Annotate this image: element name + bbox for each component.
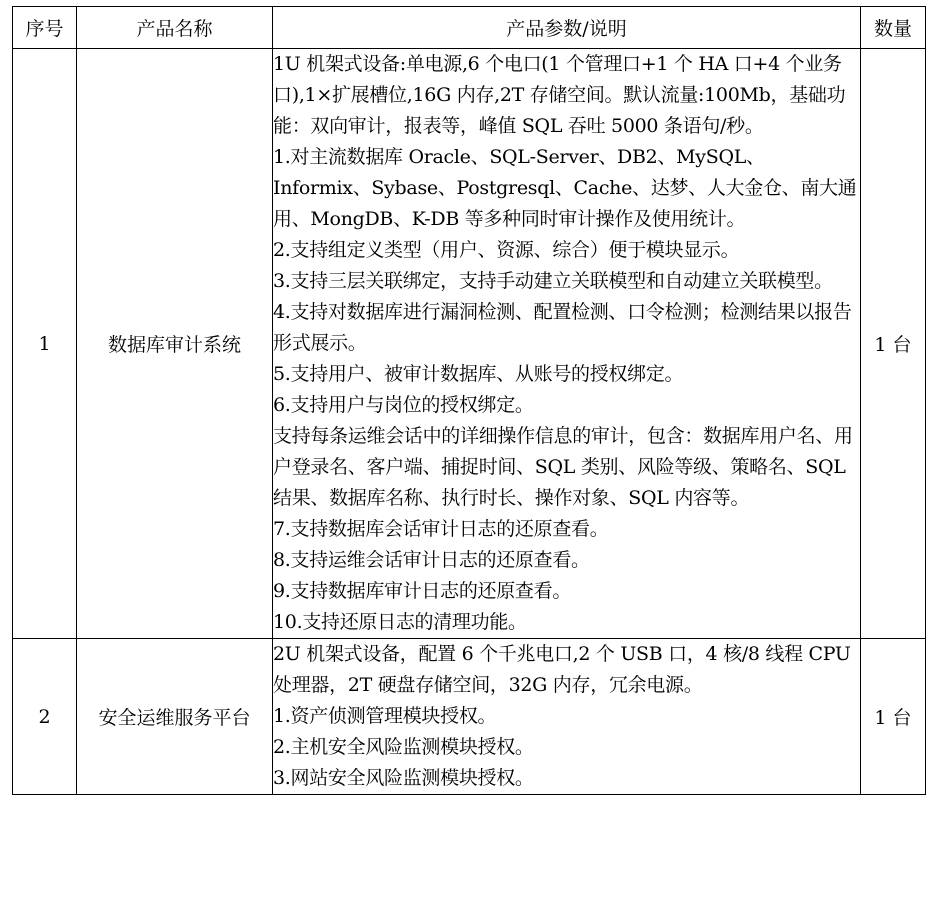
row-quantity: 1 台 xyxy=(861,639,926,795)
header-quantity: 数量 xyxy=(861,7,926,49)
param-line: 5.支持用户、被审计数据库、从账号的授权绑定。 xyxy=(273,363,684,385)
product-spec-table xyxy=(12,6,926,795)
header-params: 产品参数/说明 xyxy=(273,7,861,49)
row-params xyxy=(273,639,861,795)
row-product-name: 数据库审计系统 xyxy=(77,49,273,639)
param-line: 2U 机架式设备，配置 6 个千兆电口,2 个 USB 口，4 核/8 线程 CPU 处理器，2T 硬盘存储空间，32G 内存，冗余电源。 xyxy=(273,643,851,696)
row-quantity: 1 台 xyxy=(861,49,926,639)
row-product-name: 安全运维服务平台 xyxy=(77,639,273,795)
header-index: 序号 xyxy=(13,7,77,49)
param-line: 1.资产侦测管理模块授权。 xyxy=(273,705,497,727)
param-line: 4.支持对数据库进行漏洞检测、配置检测、口令检测；检测结果以报告形式展示。 xyxy=(273,301,852,354)
param-line: 2.支持组定义类型（用户、资源、综合）便于模块显示。 xyxy=(273,239,740,261)
param-line: 3.网站安全风险监测模块授权。 xyxy=(273,767,534,789)
table-row xyxy=(13,49,926,639)
param-line: 6.支持用户与岗位的授权绑定。 xyxy=(273,394,534,416)
header-row xyxy=(13,7,926,49)
row-params xyxy=(273,49,861,639)
row-index: 2 xyxy=(13,639,77,795)
param-line: 1.对主流数据库 Oracle、SQL-Server、DB2、MySQL、Informix、Sybase、Postgresql、Cache、达梦、人大金仓、南大通用、MongDB、K-DB 等多种同时审计操作及使用统计。 xyxy=(273,146,857,230)
header-product-name: 产品名称 xyxy=(77,7,273,49)
param-line: 2.主机安全风险监测模块授权。 xyxy=(273,736,534,758)
table-row xyxy=(13,639,926,795)
param-line: 10.支持还原日志的清理功能。 xyxy=(273,611,527,633)
param-line: 支持每条运维会话中的详细操作信息的审计，包含：数据库用户名、用户登录名、客户端、捕捉时间、SQL 类别、风险等级、策略名、SQL 结果、数据库名称、执行时长、操作对象、SQL 内容等。 xyxy=(273,425,853,509)
param-line: 3.支持三层关联绑定，支持手动建立关联模型和自动建立关联模型。 xyxy=(273,270,833,292)
row-index: 1 xyxy=(13,49,77,639)
param-line: 7.支持数据库会话审计日志的还原查看。 xyxy=(273,518,609,540)
param-line: 8.支持运维会话审计日志的还原查看。 xyxy=(273,549,590,571)
param-line: 1U 机架式设备:单电源,6 个电口(1 个管理口+1 个 HA 口+4 个业务口),1×扩展槽位,16G 内存,2T 存储空间。默认流量:100Mb，基础功能：双向审计，报表等，峰值 SQL 吞吐 5000 条语句/秒。 xyxy=(273,53,846,137)
param-line: 9.支持数据库审计日志的还原查看。 xyxy=(273,580,572,602)
